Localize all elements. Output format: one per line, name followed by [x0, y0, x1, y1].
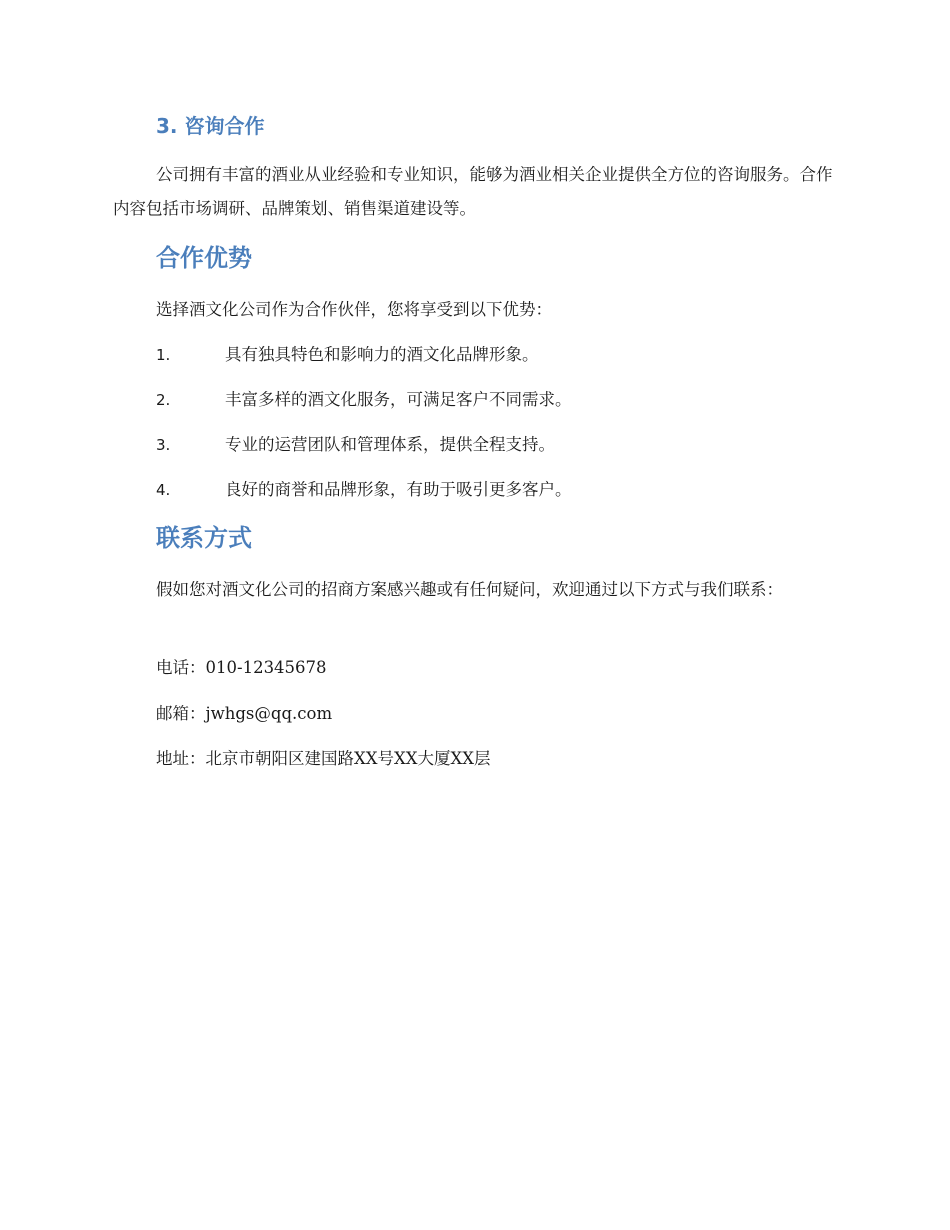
contact-address: 地址：北京市朝阳区建国路XX号XX大厦XX层 — [156, 749, 491, 768]
contact-phone: 电话：010-12345678 — [156, 658, 327, 677]
list-item-text: 丰富多样的酒文化服务，可满足客户不同需求。 — [225, 390, 572, 409]
section-heading-advantages: 合作优势 — [156, 244, 252, 272]
consult-paragraph: 公司拥有丰富的酒业从业经验和专业知识，能够为酒业相关企业提供全方位的咨询服务。合作内容包括市场调研、品牌策划、销售渠道建设等。 — [113, 165, 833, 218]
list-item-number: 3. — [156, 436, 171, 454]
contact-email: 邮箱：jwhgs@qq.com — [156, 704, 333, 723]
advantages-intro: 选择酒文化公司作为合作伙伴，您将享受到以下优势： — [156, 300, 552, 319]
list-item-number: 4. — [156, 481, 171, 499]
contact-intro: 假如您对酒文化公司的招商方案感兴趣或有任何疑问，欢迎通过以下方式与我们联系： — [156, 580, 783, 599]
list-item-text: 专业的运营团队和管理体系，提供全程支持。 — [225, 435, 555, 454]
section-heading-consult: 3. 咨询合作 — [156, 114, 265, 138]
list-item-number: 2. — [156, 391, 171, 409]
section-heading-contact: 联系方式 — [156, 524, 252, 552]
list-item-text: 良好的商誉和品牌形象，有助于吸引更多客户。 — [225, 480, 572, 499]
list-item-text: 具有独具特色和影响力的酒文化品牌形象。 — [225, 345, 539, 364]
list-item-number: 1. — [156, 346, 171, 364]
